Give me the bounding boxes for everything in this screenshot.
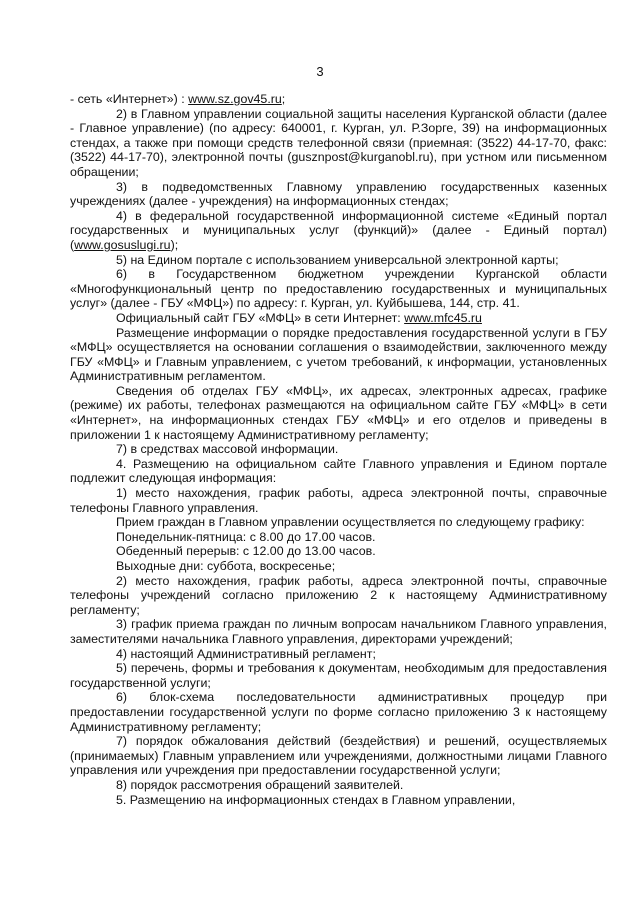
paragraph-text: 4) в федеральной государственной информационной системе «Единый портал государственных и муниципальных услуг (функций)» (далее - Единый портал) (: [70, 208, 607, 252]
paragraph-text: ;: [281, 92, 286, 106]
paragraph: 3) график приема граждан по личным вопросам начальником Главного управления, заместителями начальника Главного управления, директорами учреждений;: [70, 617, 607, 646]
paragraph: Понедельник-пятница: с 8.00 до 17.00 часов.: [116, 529, 376, 544]
paragraph: 2) в Главном управлении социальной защиты населения Курганской области (далее - Главное управление) (по адресу: 640001, г. Курган, ул. Р.Зорге, 39) на информационных стендах, а также при помощи средств телефонной связи (приемная: (3522) 44-17-70, факс: (3522) 44-17-70), электронной почты (gusznpost@kurganobl.ru), при устном или письменном обращении;: [70, 106, 607, 179]
link-mfc45[interactable]: www.mfc45.ru: [404, 310, 482, 325]
page-number: 3: [316, 64, 324, 79]
link-gosuslugi[interactable]: www.gosuslugi.ru: [74, 237, 171, 252]
paragraph: [70, 311, 607, 326]
link-sz-gov45[interactable]: www.sz.gov45.ru: [188, 92, 282, 106]
paragraph: 4) настоящий Административный регламент;: [116, 646, 376, 661]
paragraph: 8) порядок рассмотрения обращений заявителей.: [116, 777, 404, 792]
paragraph: 5) перечень, формы и требования к документам, необходимым для предоставления государственной услуги;: [70, 661, 607, 690]
document-body: [70, 92, 607, 807]
paragraph-text: );: [170, 237, 179, 252]
paragraph: 2) место нахождения, график работы, адреса электронной почты, справочные телефоны учреждений согласно приложению 2 к настоящему Административному регламенту;: [70, 573, 607, 617]
paragraph: 7) порядок обжалования действий (бездействия) и решений, осуществляемых (принимаемых) Главным управлением или учреждениями, должностными лицами Главного управления или учреждения при предоставлении государственной услуги;: [70, 734, 607, 778]
paragraph: [70, 209, 607, 253]
paragraph-text: Официальный сайт ГБУ «МФЦ» в сети Интернет:: [116, 310, 405, 325]
paragraph: 5. Размещению на информационных стендах в Главном управлении,: [116, 792, 516, 807]
paragraph: 6) в Государственном бюджетном учреждении Курганской области «Многофункциональный центр по предоставлению государственных и муниципальных услуг» (далее - ГБУ «МФЦ») по адресу: г. Курган, ул. Куйбышева, 144, стр. 41.: [70, 267, 607, 311]
paragraph: Сведения об отделах ГБУ «МФЦ», их адресах, электронных адресах, графике (режиме) их работы, телефонах размещаются на официальном сайте ГБУ «МФЦ» в сети «Интернет», на информационных стендах ГБУ «МФЦ» и его отделов и приведены в приложении 1 к настоящему Административному регламенту;: [70, 383, 607, 442]
paragraph: 4. Размещению на официальном сайте Главного управления и Едином портале подлежит следующая информация:: [70, 456, 607, 486]
paragraph: Прием граждан в Главном управлении осуществляется по следующему графику:: [116, 515, 585, 530]
paragraph: 6) блок-схема последовательности административных процедур при предоставлении государственной услуги по форме согласно приложению 3 к настоящему Административному регламенту;: [70, 690, 607, 734]
paragraph-text: - сеть «Интернет») :: [70, 92, 189, 106]
paragraph: Размещение информации о порядке предоставления государственной услуги в ГБУ «МФЦ» осуществляется на основании соглашения о взаимодействии, заключенного между ГБУ «МФЦ» и Главным управлением, с учетом требований, к информации, установленных Административным регламентом.: [70, 325, 607, 384]
paragraph: 7) в средствах массовой информации.: [116, 442, 339, 457]
paragraph: 1) место нахождения, график работы, адреса электронной почты, справочные телефоны Главного управления.: [70, 486, 607, 515]
paragraph: Выходные дни: суббота, воскресенье;: [116, 559, 336, 573]
paragraph: 3) в подведомственных Главному управлению государственных казенных учреждениях (далее - учреждения) на информационных стендах;: [70, 179, 607, 209]
paragraph: [70, 92, 607, 107]
paragraph: Обеденный перерыв: с 12.00 до 13.00 часов.: [116, 544, 376, 559]
paragraph: 5) на Едином портале с использованием универсальной электронной карты;: [116, 252, 559, 267]
